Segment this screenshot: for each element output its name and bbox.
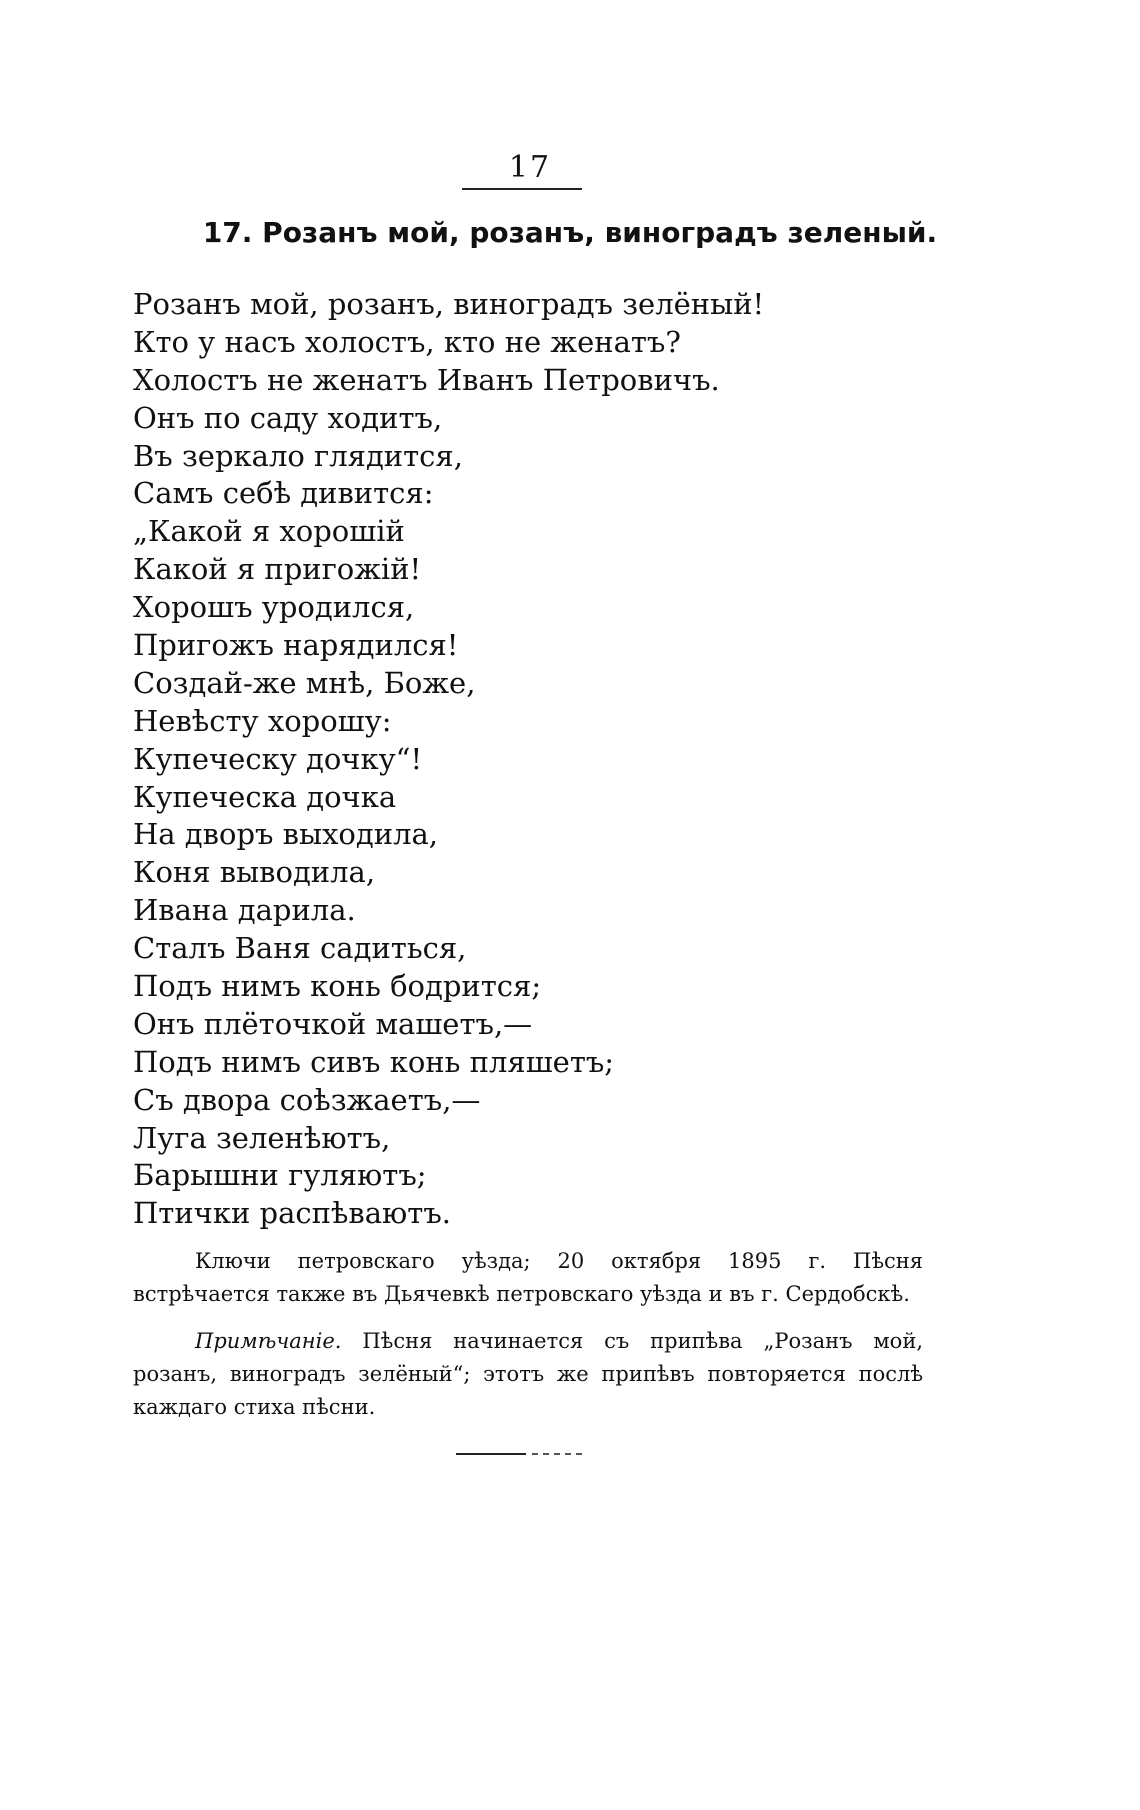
lyric-line: Въ зеркало глядится, [133, 438, 463, 473]
page-number-rule [462, 188, 582, 190]
remark-text: Пѣсня начинается съ припѣва „Розанъ мой, розанъ, виноградъ зелёный“; этотъ же припѣвъ повторяется послѣ каждаго стиха пѣсни. [133, 1329, 923, 1419]
lyric-line: Птички распѣваютъ. [133, 1196, 451, 1231]
source-note: Ключи петровскаго уѣзда; 20 октября 1895 г. Пѣсня встрѣчается также въ Дьячевкѣ петровскаго уѣзда и въ г. Сердобскѣ. [133, 1249, 923, 1306]
lyric-line: Пригожъ нарядился! [133, 628, 459, 663]
lyric-line: Подъ нимъ конь бодрится; [133, 969, 542, 1004]
page-number: 17 [508, 150, 552, 185]
lyric-line: „Какой я хорошій [133, 514, 405, 549]
lyric-line: Хорошъ уродился, [133, 590, 415, 625]
lyric-line: Онъ по саду ходитъ, [133, 400, 443, 435]
lyric-line: Барышни гуляютъ; [133, 1158, 427, 1193]
lyric-line: Розанъ мой, розанъ, виноградъ зелёный! [133, 287, 765, 321]
lyric-line: Съ двора соѣзжаетъ,— [133, 1082, 481, 1117]
lyric-line: Кто у насъ холостъ, кто не женатъ? [133, 324, 681, 359]
lyric-line: Купеческу дочку“! [133, 741, 423, 776]
lyric-line: Холостъ не женатъ Иванъ Петровичъ. [133, 362, 720, 397]
lyric-line: Подъ нимъ сивъ конь пляшетъ; [133, 1044, 615, 1079]
lyric-line: Онъ плёточкой машетъ,— [133, 1006, 533, 1041]
lyric-line: Самъ себѣ дивится: [133, 476, 434, 511]
song-title: 17. Розанъ мой, розанъ, виноградъ зеленый. [202, 216, 938, 249]
lyric-line: Коня выводила, [133, 855, 376, 890]
lyric-line: Купеческа дочка [133, 779, 397, 814]
remark-label: Примѣчаніе. [195, 1329, 342, 1353]
lyric-line: Создай-же мнѣ, Боже, [133, 665, 476, 700]
lyric-line: Ивана дарила. [133, 893, 356, 928]
remark-paragraph [133, 1325, 923, 1424]
lyric-line: Сталъ Ваня садиться, [133, 931, 467, 966]
lyric-line: Невѣсту хорошу: [133, 703, 392, 738]
end-rule [456, 1453, 526, 1455]
end-rule-tail [532, 1453, 582, 1455]
lyric-line: Луга зеленѣютъ, [133, 1120, 391, 1155]
lyric-line: На дворъ выходила, [133, 817, 439, 852]
song-lyrics [133, 286, 1033, 1233]
lyric-line: Какой я пригожій! [133, 552, 422, 587]
